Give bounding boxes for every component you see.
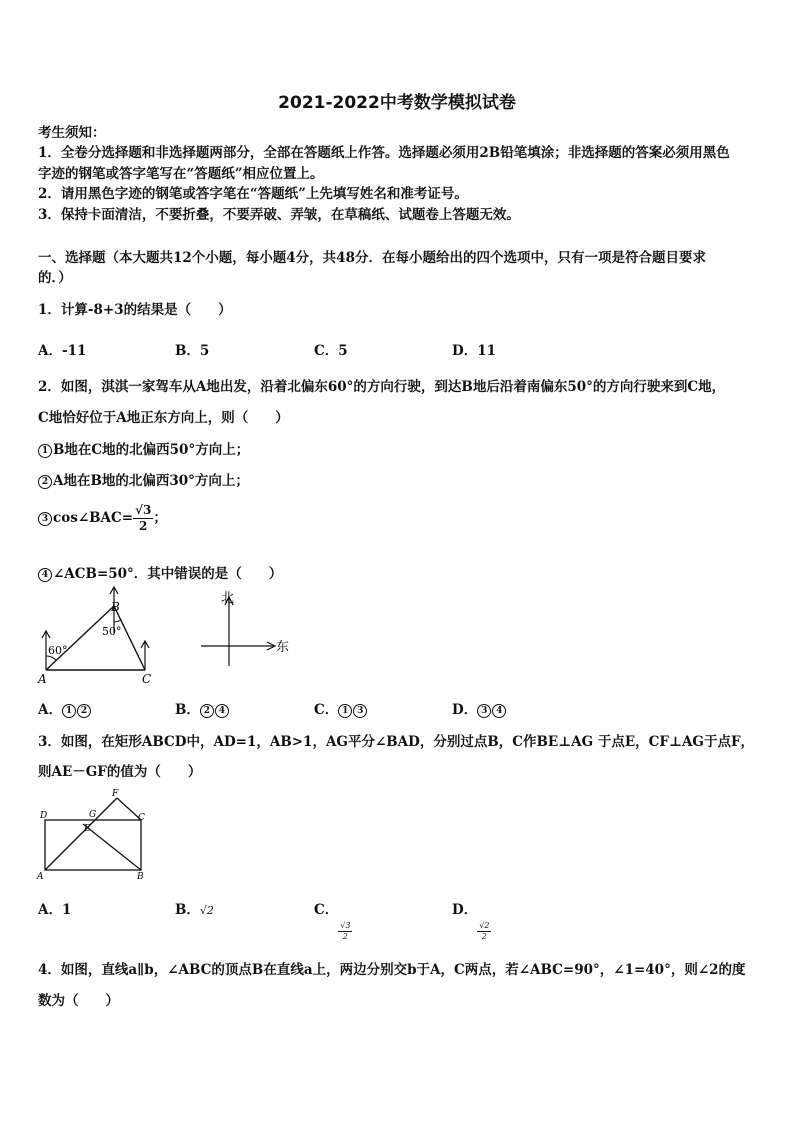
question-1-stem: 1．计算-8+3的结果是（ ） (38, 302, 232, 318)
point-label-d: D (40, 811, 48, 821)
segment-ab (46, 606, 114, 670)
question-3-option-d[interactable] (452, 898, 491, 942)
circled-number: 3 (353, 704, 367, 718)
fraction-sqrt2-over-2 (477, 921, 491, 942)
question-1-option-d[interactable]: D．11 (452, 343, 496, 359)
fraction-numerator: √2 (479, 921, 490, 930)
circled-number: 2 (38, 475, 52, 489)
option-label: A． (38, 702, 62, 718)
point-label-b: B (111, 600, 120, 614)
option-label: C． (314, 702, 339, 718)
point-label-a: A (37, 872, 44, 882)
statement-suffix: ； (153, 510, 167, 526)
question-2-option-c[interactable] (314, 698, 368, 718)
option-label: D． (452, 702, 478, 718)
question-2-statement-4 (38, 562, 282, 582)
compass-north-label: 北 (221, 591, 235, 606)
circled-number: 2 (200, 704, 214, 718)
section-heading-line-1: 一、选择题（本大题共12个小题，每小题4分，共48分．在每小题给出的四个选项中，只有一项是符合题目要求 (38, 250, 706, 266)
circled-number: 4 (38, 568, 52, 582)
statement-text: ∠ACB=50°．其中错误的是（ ） (53, 566, 283, 582)
question-2-statement-3 (38, 503, 167, 534)
option-label: C． (314, 902, 339, 918)
question-3-option-c[interactable] (314, 898, 352, 942)
question-2-statement-1 (38, 438, 249, 458)
point-label-e: E (84, 824, 91, 834)
question-2-option-d[interactable] (452, 698, 507, 718)
question-2-option-b[interactable] (175, 698, 230, 718)
circled-number: 1 (62, 704, 76, 718)
point-label-b: B (137, 872, 144, 882)
point-label-c: C (138, 813, 145, 823)
segment-bc (114, 606, 145, 670)
page-title: 2021-2022中考数学模拟试卷 (278, 93, 516, 113)
statement-text: A地在B地的北偏西30°方向上； (53, 473, 249, 489)
question-1-option-c[interactable]: C．5 (314, 343, 348, 359)
question-3-figure (36, 786, 156, 882)
circled-number: 4 (492, 704, 506, 718)
option-label: B． (175, 902, 200, 918)
point-label-g: G (89, 810, 97, 820)
question-2-stem-line-1: 2．如图，淇淇一家驾车从A地出发，沿着北偏东60°的方向行驶，到达B地后沿着南偏东50°的方向行驶来到C地， (38, 379, 726, 395)
angle-label-b: 50° (102, 625, 122, 638)
fraction-numerator: √3 (135, 503, 152, 517)
statement-prefix: cos∠BAC= (53, 510, 134, 526)
question-2-stem-line-2: C地恰好位于A地正东方向上，则（ ） (38, 410, 289, 426)
question-3-option-a[interactable]: A．1 (38, 902, 72, 918)
point-label-a: A (38, 672, 47, 686)
option-label: D． (452, 902, 478, 918)
fraction-numerator: √3 (340, 921, 351, 930)
notice-item-1-line-2: 字迹的钢笔或答字笔写在“答题纸”相应位置上。 (38, 166, 324, 182)
fraction-sqrt3-over-2 (338, 921, 352, 942)
point-label-f: F (112, 789, 119, 799)
question-3-stem-line-1: 3．如图，在矩形ABCD中，AD=1，AB>1，AG平分∠BAD，分别过点B，C作BE⊥AG 于点E，CF⊥AG于点F， (38, 734, 755, 750)
notice-item-2: 2．请用黑色字迹的钢笔或答字笔在“答题纸”上先填写姓名和准考证号。 (38, 186, 468, 202)
question-4-stem-line-1: 4．如图，直线a∥b，∠ABC的顶点B在直线a上，两边分别交b于A，C两点，若∠ABC=90°，∠1=40°，则∠2的度 (38, 962, 746, 978)
notice-heading: 考生须知： (38, 125, 106, 141)
compass-east-label: 东 (276, 640, 290, 655)
circled-number: 4 (215, 704, 229, 718)
option-label: B． (175, 702, 200, 718)
question-2-figure (36, 584, 296, 688)
point-label-c: C (142, 672, 152, 686)
fraction-denominator: 2 (342, 932, 348, 941)
circled-number: 1 (338, 704, 352, 718)
circled-number: 2 (77, 704, 91, 718)
segment-af (45, 798, 117, 870)
question-2-option-a[interactable] (38, 698, 92, 718)
question-1-option-a[interactable]: A．-11 (38, 343, 87, 359)
fraction-denominator: 2 (139, 519, 148, 533)
question-3-option-b[interactable] (175, 898, 214, 918)
angle-arc-b (114, 620, 121, 622)
question-1-option-b[interactable]: B．5 (175, 343, 210, 359)
segment-be (83, 824, 141, 870)
fraction-denominator: 2 (481, 932, 487, 941)
angle-label-a: 60° (48, 644, 68, 657)
rectangle-abcd (45, 820, 141, 870)
question-2-statement-2 (38, 469, 249, 489)
question-3-stem-line-2: 则AE－GF的值为（ ） (38, 764, 202, 780)
option-value: √2 (199, 904, 214, 917)
fraction-sqrt3-over-2 (133, 503, 153, 534)
statement-text: B地在C地的北偏西50°方向上； (53, 442, 250, 458)
circled-number: 3 (38, 512, 52, 526)
notice-item-1-line-1: 1．全卷分选择题和非选择题两部分，全部在答题纸上作答。选择题必须用2B铅笔填涂；非选择题的答案必须用黑色 (38, 145, 730, 161)
circled-number: 1 (38, 444, 52, 458)
question-4-stem-line-2: 数为（ ） (38, 993, 119, 1009)
section-heading-line-2: 的．） (38, 270, 72, 286)
circled-number: 3 (477, 704, 491, 718)
notice-item-3: 3．保持卡面清洁，不要折叠，不要弄破、弄皱，在草稿纸、试题卷上答题无效。 (38, 207, 520, 223)
